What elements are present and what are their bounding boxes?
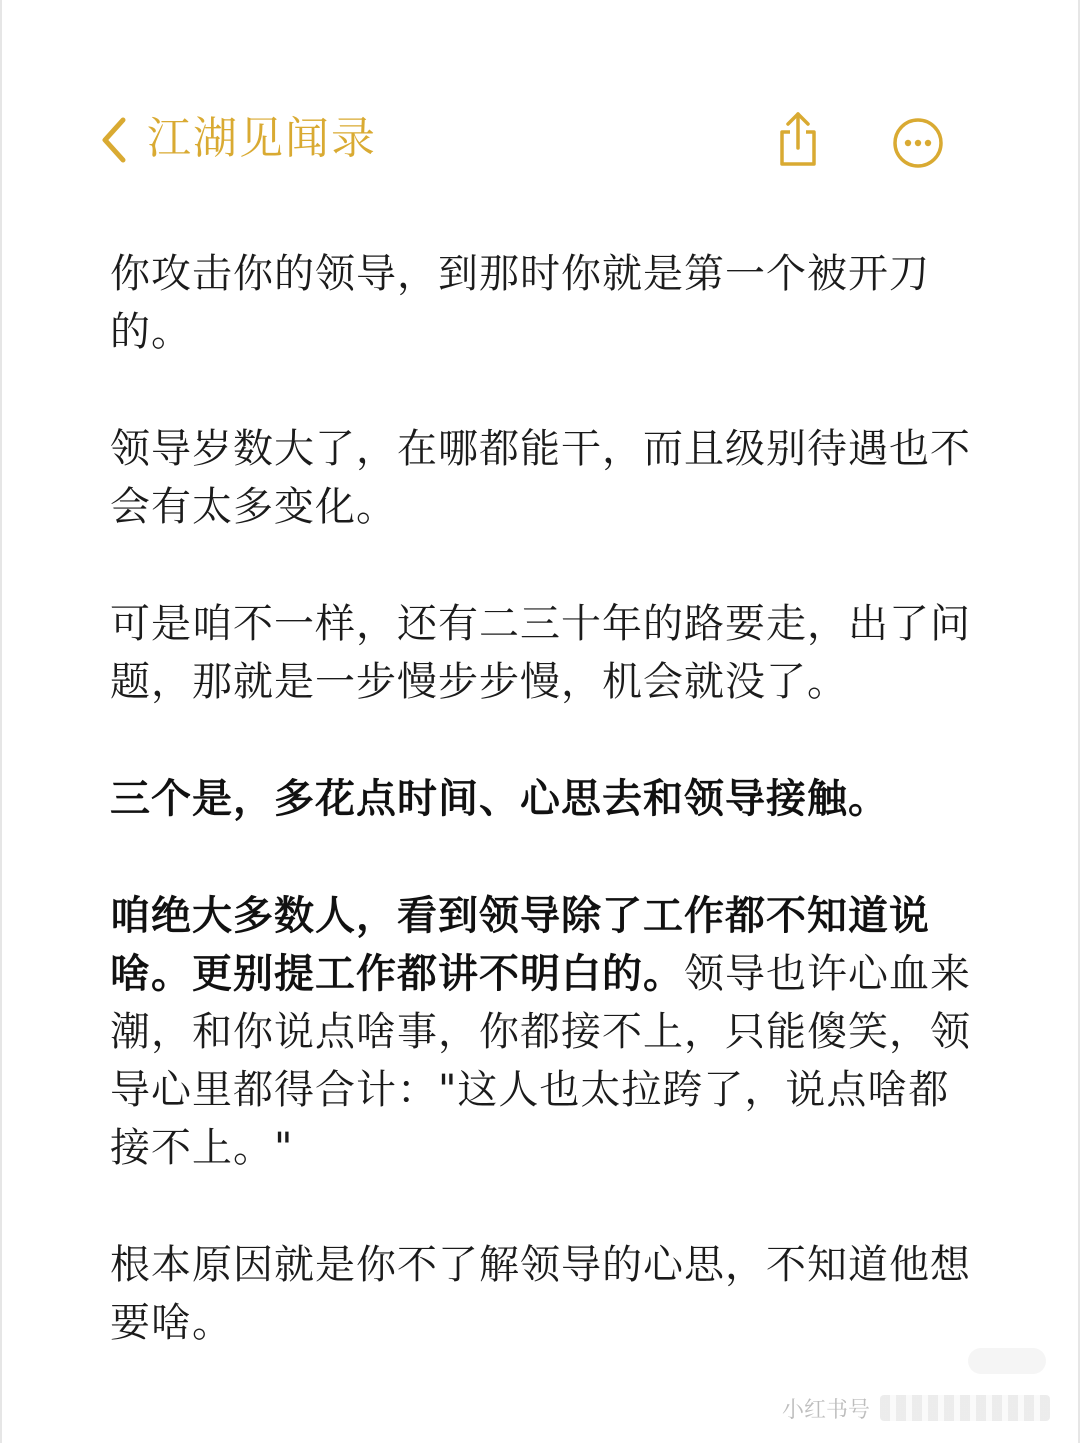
back-button[interactable] bbox=[94, 112, 134, 168]
note-folder-title: 江湖见闻录 bbox=[147, 113, 377, 164]
more-icon bbox=[891, 116, 945, 170]
faint-badge bbox=[968, 1348, 1046, 1374]
watermark-id-redacted bbox=[880, 1395, 1050, 1421]
paragraph bbox=[110, 887, 980, 1177]
paragraph-text: 你攻击你的领导，到那时你就是第一个被开刀的。 bbox=[110, 251, 930, 355]
paragraph-text: 领导也许心血来潮，和你说点啥事，你都接不上，只能傻笑，领导心里都得合计："这人也太拉跨了，说点啥都接不上。" bbox=[110, 951, 971, 1171]
chevron-left-icon bbox=[99, 116, 129, 164]
navigation-bar bbox=[0, 100, 1080, 180]
paragraph-bold-text: 咱绝大多数人，看到领导除了工作都不知道说啥。更别提工作都讲不明白的。 bbox=[110, 893, 930, 997]
paragraph bbox=[110, 1236, 980, 1352]
paragraph-bold-text: 三个是，多花点时间、心思去和领导接触。 bbox=[110, 776, 889, 822]
watermark-platform: 小红书号 bbox=[782, 1397, 871, 1423]
paragraph bbox=[110, 595, 980, 711]
paragraph bbox=[110, 420, 980, 536]
more-button[interactable] bbox=[891, 116, 945, 170]
paragraph bbox=[110, 770, 980, 828]
share-button[interactable] bbox=[772, 110, 824, 170]
note-body[interactable] bbox=[110, 245, 980, 1411]
left-edge bbox=[0, 0, 2, 1443]
share-icon bbox=[774, 110, 822, 170]
paragraph-text: 可是咱不一样，还有二三十年的路要走，出了问题，那就是一步慢步步慢，机会就没了。 bbox=[110, 601, 971, 705]
paragraph bbox=[110, 245, 980, 361]
watermark bbox=[782, 1388, 1050, 1428]
paragraph-text: 领导岁数大了，在哪都能干，而且级别待遇也不会有太多变化。 bbox=[110, 426, 971, 530]
paragraph-text: 根本原因就是你不了解领导的心思，不知道他想要啥。 bbox=[110, 1242, 971, 1346]
